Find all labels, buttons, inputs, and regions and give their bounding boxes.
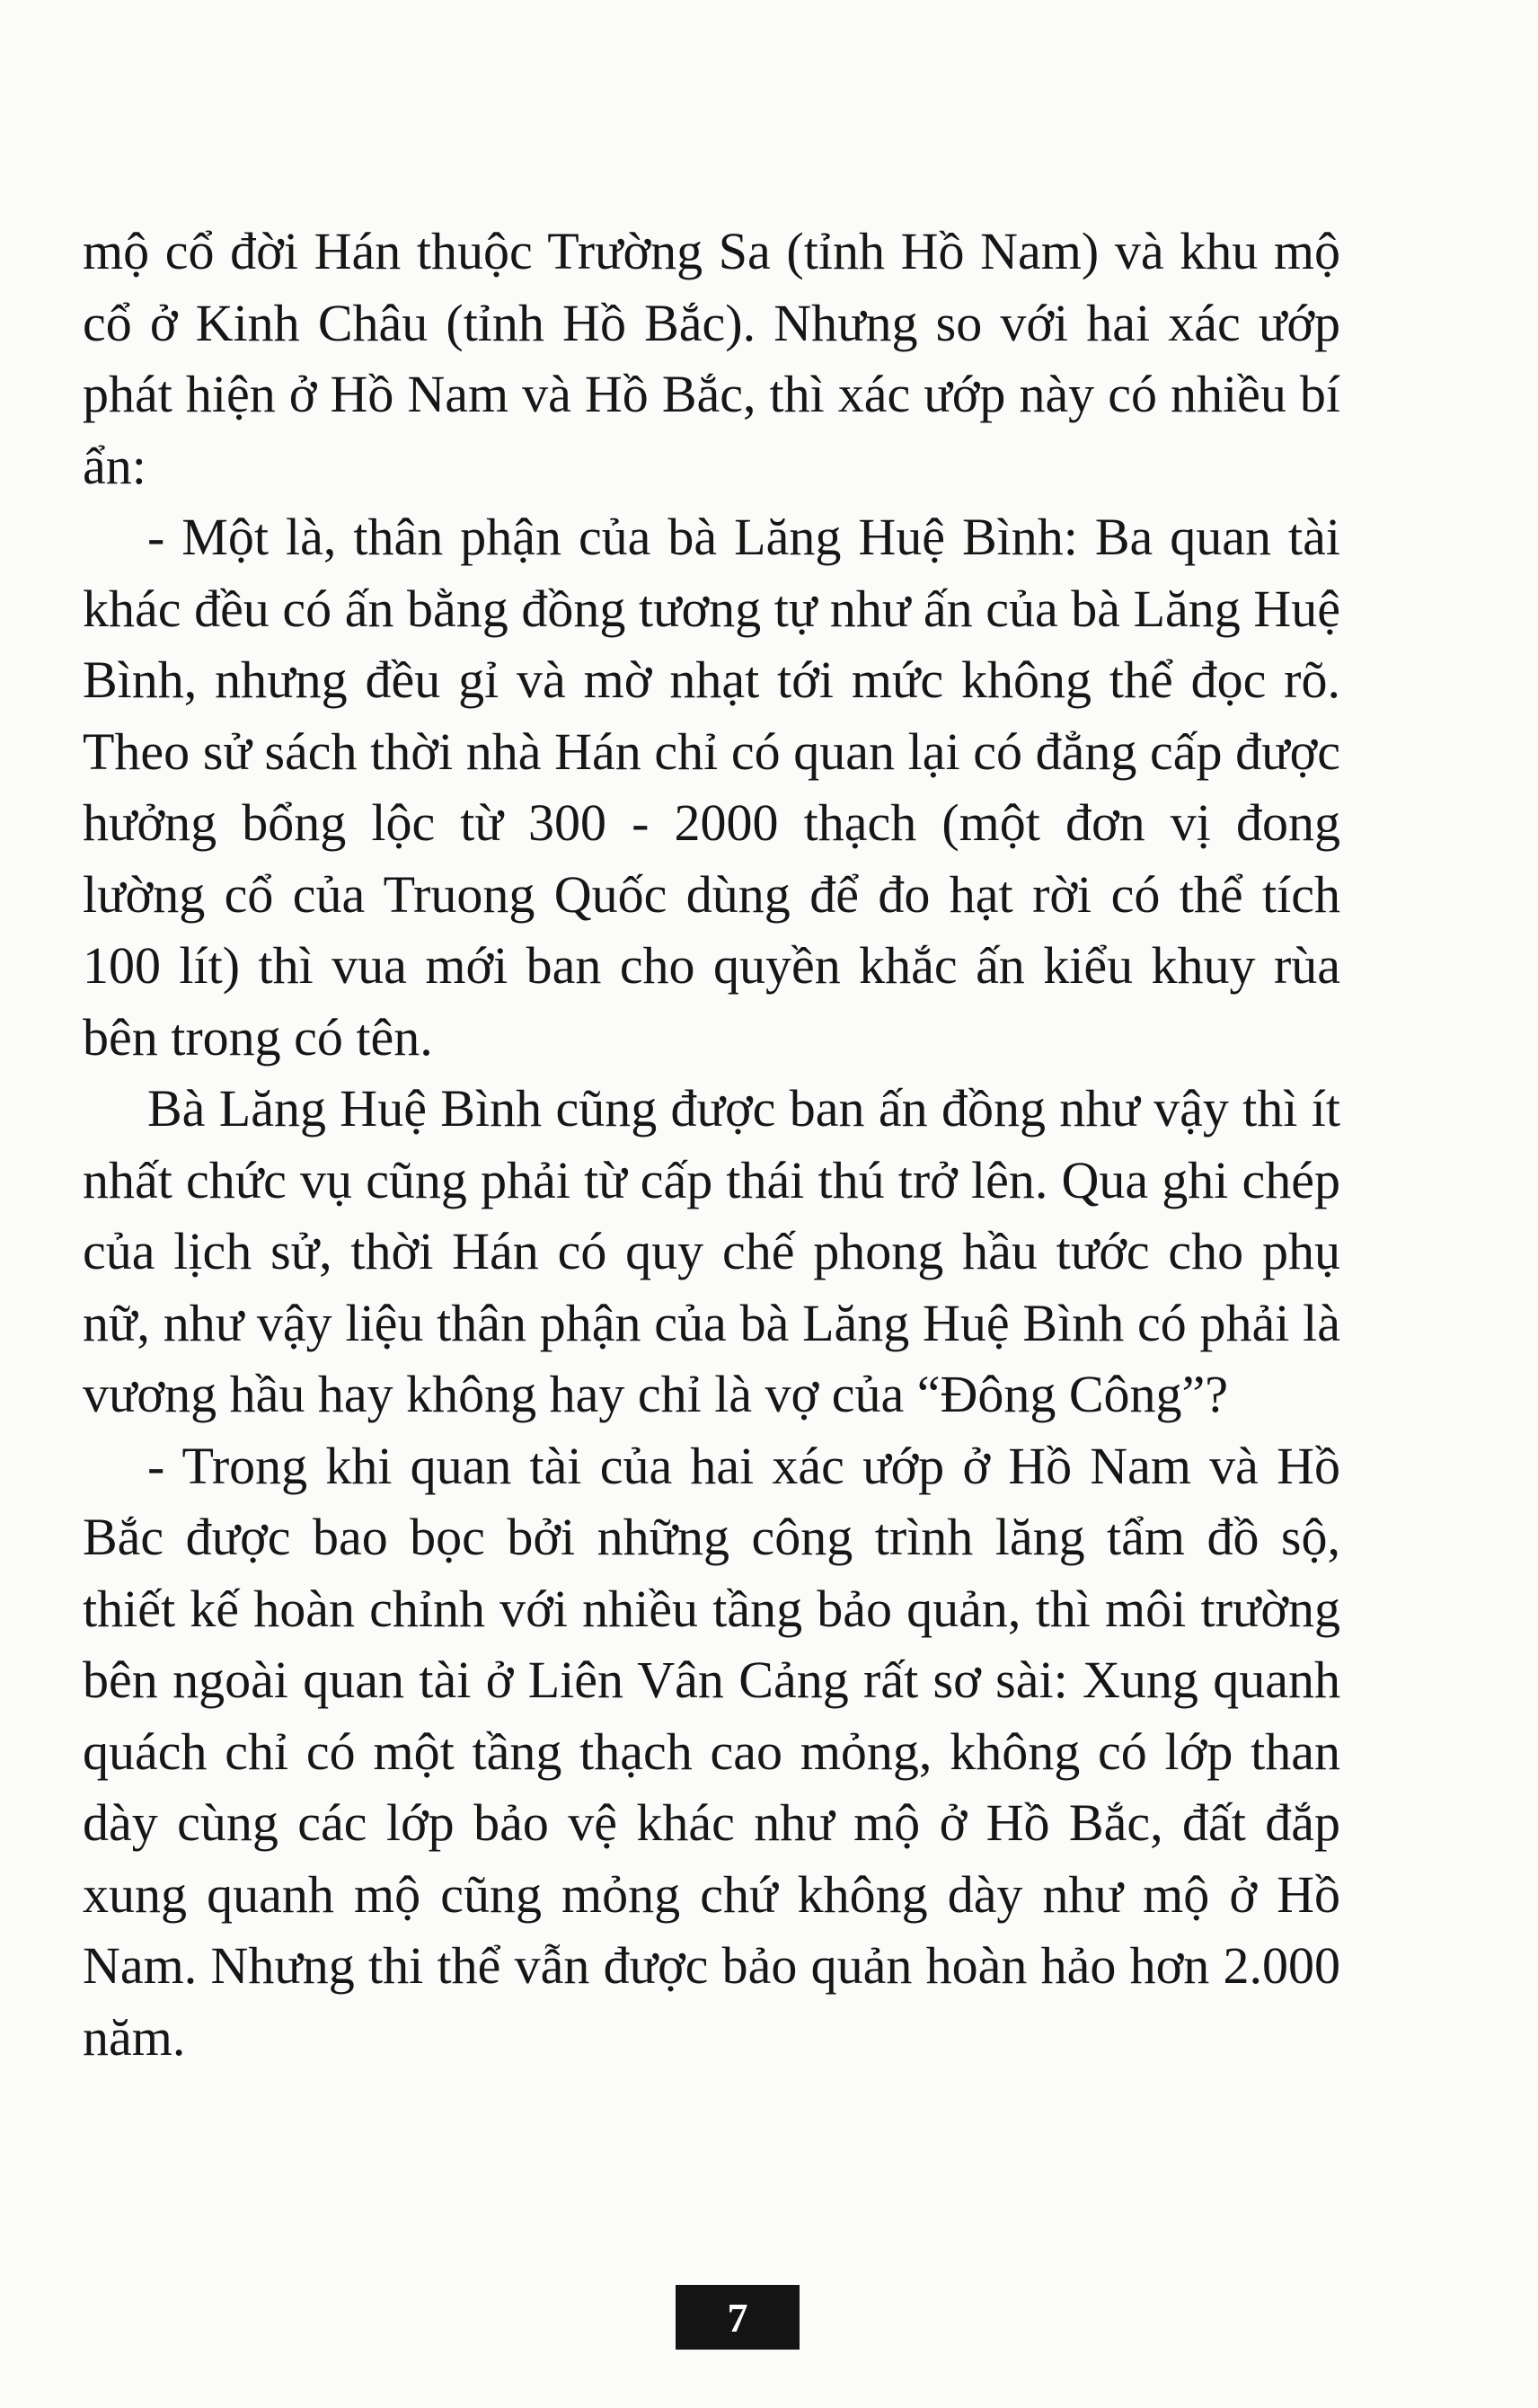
paragraph-first-mystery: - Một là, thân phận của bà Lăng Huệ Bình: Ba quan tài khác đều có ấn bằng đồng tương tự như ấn của bà Lăng Huệ Bình, nhưng đều gỉ và mờ nhạt tới mức không thể đọc rõ. Theo sử sách thời nhà Hán chỉ có quan lại có đẳng cấp được hưởng bổng lộc từ 300 - 2000 thạch (một đơn vị đong lường cổ của Truong Quốc dùng để đo hạt rời có thể tích 100 lít) thì vua mới ban cho quyền khắc ấn kiểu khuy rùa bên trong có tên. bbox=[83, 508, 1340, 1067]
body-text bbox=[83, 216, 1340, 2073]
paragraph-continuation: mộ cổ đời Hán thuộc Trường Sa (tỉnh Hồ Nam) và khu mộ cổ ở Kinh Châu (tỉnh Hồ Bắc). Nhưng so với hai xác ướp phát hiện ở Hồ Nam và Hồ Bắc, thì xác ướp này có nhiều bí ẩn: bbox=[83, 222, 1340, 495]
page-number: 7 bbox=[727, 2294, 748, 2341]
page-number-badge bbox=[676, 2285, 800, 2350]
paragraph-tomb-environment: - Trong khi quan tài của hai xác ướp ở Hồ Nam và Hồ Bắc được bao bọc bởi những công trình lăng tẩm đồ sộ, thiết kế hoàn chỉnh với nhiều tầng bảo quản, thì môi trường bên ngoài quan tài ở Liên Vân Cảng rất sơ sài: Xung quanh quách chỉ có một tầng thạch cao mỏng, không có lớp than dày cùng các lớp bảo vệ khác như mộ ở Hồ Bắc, đất đắp xung quanh mộ cũng mỏng chứ không dày như mộ ở Hồ Nam. Nhưng thi thể vẫn được bảo quản hoàn hảo hơn 2.000 năm. bbox=[83, 1436, 1340, 2067]
paragraph-seal-rank: Bà Lăng Huệ Bình cũng được ban ấn đồng như vậy thì ít nhất chức vụ cũng phải từ cấp thái thú trở lên. Qua ghi chép của lịch sử, thời Hán có quy chế phong hầu tước cho phụ nữ, như vậy liệu thân phận của bà Lăng Huệ Bình có phải là vương hầu hay không hay chỉ là vợ của “Đông Công”? bbox=[83, 1079, 1340, 1423]
